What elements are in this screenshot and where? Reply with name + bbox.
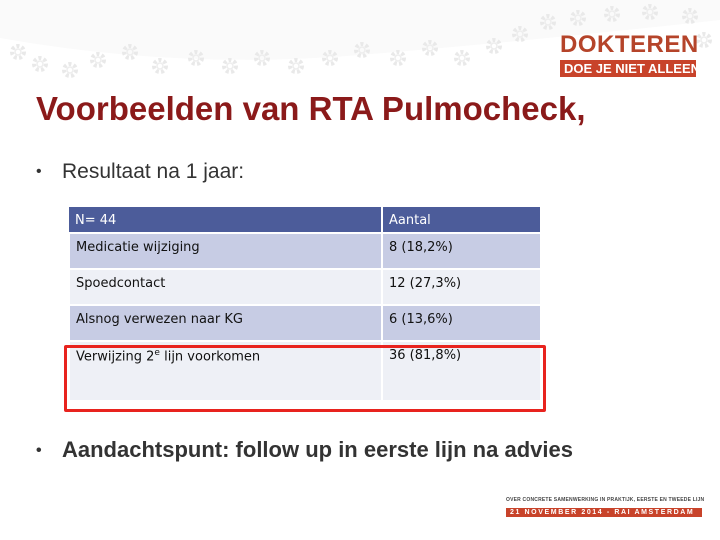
table-row bbox=[69, 305, 541, 341]
footer-date-venue: 21 NOVEMBER 2014 - RAI AMSTERDAM bbox=[506, 508, 702, 517]
row-value: 12 (27,3%) bbox=[382, 269, 541, 305]
bullet-text: Resultaat na 1 jaar: bbox=[62, 160, 245, 183]
table-header-row bbox=[69, 206, 541, 233]
row-label-pre: Verwijzing 2 bbox=[76, 349, 155, 365]
slide-title: Voorbeelden van RTA Pulmocheck, bbox=[36, 90, 586, 127]
bullet-dot-icon: • bbox=[36, 442, 42, 459]
row-label-sup: e bbox=[154, 348, 160, 358]
header-cell-n: N= 44 bbox=[69, 206, 382, 233]
row-label: Spoedcontact bbox=[69, 269, 382, 305]
footer-subtitle: OVER CONCRETE SAMENWERKING IN PRAKTIJK, EERSTE EN TWEEDE LIJN bbox=[506, 497, 705, 503]
bullet-text: Aandachtspunt: follow up in eerste lijn na advies bbox=[62, 437, 573, 462]
event-footer bbox=[506, 497, 705, 517]
bullet-dot-icon: • bbox=[36, 163, 42, 180]
row-value: 36 (81,8%) bbox=[382, 341, 541, 401]
bullet-result bbox=[36, 160, 244, 184]
row-value: 8 (18,2%) bbox=[382, 233, 541, 269]
logo-tagline: DOE JE NIET ALLEEN bbox=[560, 60, 696, 77]
row-label: Alsnog verwezen naar KG bbox=[69, 305, 382, 341]
dokteren-logo bbox=[560, 32, 700, 77]
logo-wordmark: DOKTEREN bbox=[560, 31, 699, 58]
highlight-box bbox=[64, 345, 546, 412]
table-row bbox=[69, 233, 541, 269]
header-cell-aantal: Aantal bbox=[382, 206, 541, 233]
row-label-post: lijn voorkomen bbox=[159, 349, 261, 365]
row-value: 6 (13,6%) bbox=[382, 305, 541, 341]
table-row bbox=[69, 269, 541, 305]
row-label: Medicatie wijziging bbox=[69, 233, 382, 269]
bullet-attention bbox=[36, 437, 573, 463]
